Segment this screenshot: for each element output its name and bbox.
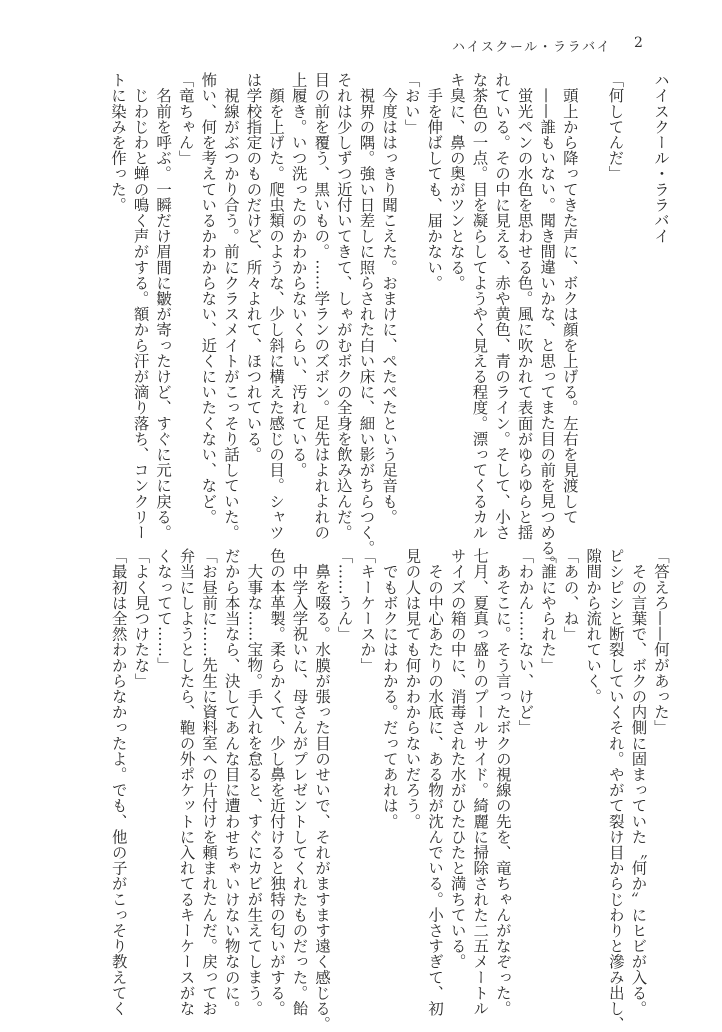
top-text-block: [106, 72, 672, 572]
text-line: 大事な……宝物。手入れを怠ると、すぐにカビが生えてしまう。: [245, 548, 264, 1016]
page-number: 2: [634, 35, 643, 51]
text-line: 怖い、何を考えているかわからない、近くにいたくない、など。: [199, 72, 218, 525]
text-line: 「おい」: [402, 72, 421, 135]
text-line: 「最初は全然わからなかったよ。でも、他の子がこっそり教えてく: [109, 548, 128, 1016]
text-line: くなってて……」: [154, 548, 173, 673]
text-line: サイズの箱の中に、消毒された水がひたひたと満ちている。: [448, 548, 467, 970]
text-line: れている。その中に見える、赤や黄色、青のライン。そして、小さ: [493, 72, 512, 540]
text-line: 上履き。いつ洗ったのかわからないくらい、汚れている。: [289, 72, 308, 478]
text-line: な茶色の一点。目を凝らしてようやく見える程度。漂ってくるカル: [470, 72, 489, 540]
text-line: 「わかん……ない、けど」: [516, 548, 535, 736]
text-line: 「……うん」: [335, 548, 354, 642]
text-line: 手を伸ばしても、届かない。: [425, 72, 444, 291]
text-line: ——誰もいない。聞き間違いかな、と思ってまた目の前を見つめる。: [538, 72, 557, 572]
chapter-title: ハイスクール・ララバイ: [652, 72, 670, 244]
text-line: 「誰にやられた」: [539, 548, 558, 673]
bottom-text-block: [107, 548, 672, 1032]
text-line: 色の本革製。柔らかくて、少し鼻を近付けると独特の匂いがする。: [267, 548, 286, 1016]
text-line: 「何してんだ」: [606, 72, 625, 182]
running-head-title: ハイスクール・ララバイ: [452, 40, 612, 55]
text-line: その言葉で、ボクの内側に固まっていた〝何か〟にヒビが入る。: [629, 548, 648, 1016]
text-line: 今度ははっきり聞こえた。おまけに、ぺたぺたという足音も。: [380, 72, 399, 525]
text-line: 「あの、ね」: [561, 548, 580, 642]
text-line: それは少しずつ近付いてきて、しゃがむボクの全身を飲み込んだ。: [334, 72, 353, 540]
text-line: 名前を呼ぶ。一瞬だけ眉間に皺が寄ったけど、すぐに元に戻る。: [154, 72, 173, 540]
text-line: だから本当なら、決してあんな目に遭わせちゃいけない物なのに。: [222, 548, 241, 1016]
text-line: その中心あたりの水底に、ある物が沈んでいる。小さすぎて、初: [426, 548, 445, 1016]
text-line: キ臭に、鼻の奥がツンとなる。: [447, 72, 466, 291]
text-line: トに染みを作った。: [108, 72, 127, 213]
text-line: 隙間から流れていく。: [584, 548, 603, 704]
text-line: 「お昼前に……先生に資料室への片付けを頼まれたんだ。戻ってお: [200, 548, 219, 1016]
text-line: 「竜ちゃん」: [176, 72, 195, 166]
text-line: 目の前を覆う、黒いもの。……学ランのズボン。足先はよれよれの: [312, 72, 331, 540]
text-line: 鼻を啜る。水膜が張った目のせいで、それがますます遠く感じる。: [313, 548, 332, 1032]
text-line: 視線がぶつかり合う。前にクラスメイトがこっそり話していた。: [221, 72, 240, 540]
text-line: 弁当にしようとしたら、鞄の外ポケットに入れてるキーケースがな: [177, 548, 196, 1016]
text-line: は学校指定のものだけど、所々よれて、ほつれている。: [244, 72, 263, 462]
text-line: でもボクにはわかる。だってあれは。: [380, 548, 399, 829]
text-line: 視界の隅。強い日差しに照らされた白い床に、細い影がちらつく。: [357, 72, 376, 556]
text-line: あそこに。そう言ったボクの視線の先を、竜ちゃんがなぞった。: [493, 548, 512, 1016]
text-line: 見の人は見ても何かわからないだろう。: [403, 548, 422, 829]
text-line: じわじわと蝉の鳴く声がする。額から汗が滴り落ち、コンクリー: [131, 72, 150, 540]
text-line: 中学入学祝いに、母さんがプレゼントしてくれたものだった。飴: [290, 548, 309, 1016]
text-line: 「キーケースか」: [358, 548, 377, 673]
spacer: [581, 72, 604, 512]
text-line: 「答えろ——何があった」: [652, 548, 670, 736]
text-line: 顔を上げた。爬虫類のような、少し斜に構えた感じの目。シャツ: [267, 72, 286, 540]
text-line: 頭上から降ってきた声に、ボクは顔を上げる。左右を見渡して: [560, 72, 579, 525]
spacer: [626, 72, 649, 512]
text-line: 七月、夏真っ盛りのプールサイド。綺麗に掃除された二五メートル: [471, 548, 490, 1016]
text-line: 「よく見つけたな」: [132, 548, 151, 689]
text-line: ピシピシと断裂していくそれ。やがて裂け目からじわりと滲み出し、: [606, 548, 625, 1032]
text-line: 蛍光ペンの水色を思わせる色。風に吹かれて表面がゆらゆらと揺: [515, 72, 534, 540]
